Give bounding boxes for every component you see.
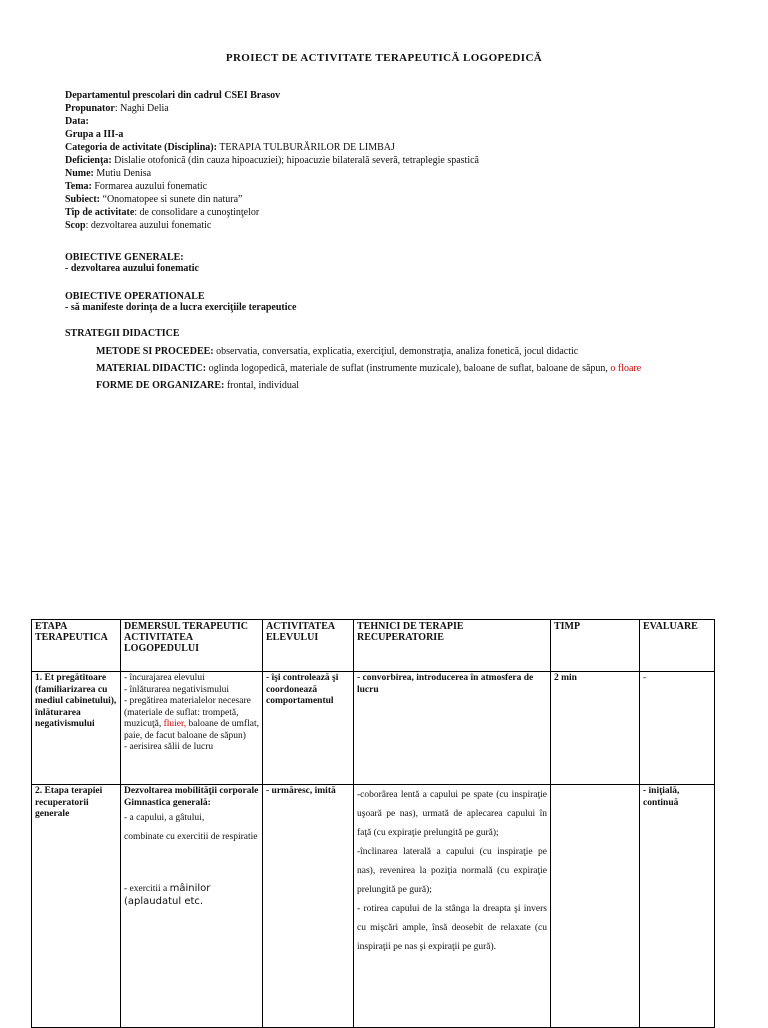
info-data: Data: <box>65 116 89 127</box>
cell-timp <box>551 785 640 1028</box>
table-header-row <box>32 620 715 672</box>
strategies-section <box>65 328 745 397</box>
table-row <box>32 785 715 1028</box>
cell-evaluare: - iniţială, continuă <box>640 785 715 1028</box>
objectives-general-text: - dezvoltarea auzului fonematic <box>65 263 199 274</box>
header-activitatea: ACTIVITATEA ELEVULUI <box>263 620 354 672</box>
methods-line: METODE SI PROCEDEE: observatia, conversatia, explicatia, exerciţiul, demonstraţia, analiza fonetică, jocul didactic <box>96 346 579 357</box>
cell-tehnici: - convorbirea, introducerea în atmosfera de lucru <box>354 672 551 785</box>
cell-demers: Dezvoltarea mobilităţii corporale Gimnastica generală: - a capului, a gâtului, combinate cu exercitii de respiratie - exercitii a mâinilor (aplaudatul etc. <box>121 785 263 1028</box>
objectives-general <box>65 252 199 274</box>
objectives-operational-text: - să manifeste dorinţa de a lucra exerciţiile terapeutice <box>65 302 297 313</box>
cell-etapa: 1. Et pregătitoare (familiarizarea cu mediul cabinetului), înlăturarea negativismului <box>32 672 121 785</box>
strategies-heading: STRATEGII DIDACTICE <box>65 328 180 339</box>
info-department: Departamentul prescolari din cadrul CSEI Brasov <box>65 90 281 101</box>
header-etapa: ETAPA TERAPEUTICA <box>32 620 121 672</box>
info-nume: Nume: Mutiu Denisa <box>65 168 152 179</box>
objectives-operational <box>65 291 296 313</box>
info-subiect: Subiect: “Onomatopee si sunete din natura” <box>65 194 243 205</box>
info-categoria: Categoria de activitate (Disciplina): TERAPIA TULBURĂRILOR DE LIMBAJ <box>65 142 395 153</box>
info-propunator: Propunator: Naghi Delia <box>65 103 169 114</box>
cell-timp: 2 min <box>551 672 640 785</box>
cell-tehnici: -coborârea lentă a capului pe spate (cu inspiraţie uşoară pe nas), urmată de aplecarea capului în faţă (cu expiraţie prelungită pe gură); -înclinarea laterală a capului (cu inspiraţie pe nas), revenirea la poziţia normală (cu expiraţie prelungită pe gură); - rotirea capului de la stânga la dreapta şi invers cu mişcări ample, însă deosebit de relaxate (cu inspiraţii pe nas şi expiraţii pe gură). <box>354 785 551 1028</box>
cell-evaluare: - <box>640 672 715 785</box>
cell-etapa: 2. Etapa terapiei recuperatorii generale <box>32 785 121 1028</box>
cell-elev: - urmăresc, imită <box>263 785 354 1028</box>
info-tema: Tema: Formarea auzului fonematic <box>65 181 208 192</box>
header-evaluare: EVALUARE <box>640 620 715 672</box>
header-demers: DEMERSUL TERAPEUTIC ACTIVITATEA LOGOPEDULUI <box>121 620 263 672</box>
header-tehnici: TEHNICI DE TERAPIE RECUPERATORIE <box>354 620 551 672</box>
info-tip: Tip de activitate: de consolidare a cunoştinţelor <box>65 207 260 218</box>
info-block <box>65 89 715 232</box>
cell-demers: - încurajarea elevului - înlăturarea negativismului - pregătirea materialelor necesare (materiale de suflat: trompetă, muzicuţă, fluier, baloane de umflat, paie, de facut baloane de săpun) - aerisirea sălii de lucru <box>121 672 263 785</box>
table-row <box>32 672 715 785</box>
header-timp: TIMP <box>551 620 640 672</box>
objectives-operational-heading: OBIECTIVE OPERATIONALE <box>65 291 205 302</box>
cell-elev: - îşi controlează şi coordonează comportamentul <box>263 672 354 785</box>
therapy-table <box>31 619 715 1028</box>
objectives-general-heading: OBIECTIVE GENERALE: <box>65 252 184 263</box>
info-deficienta: Deficienţa: Dislalie otofonică (din cauza hipoacuziei); hipoacuzie bilaterală severă, tetraplegie spastică <box>65 155 479 166</box>
organization-line: FORME DE ORGANIZARE: frontal, individual <box>96 380 300 391</box>
info-grupa: Grupa a III-a <box>65 129 124 140</box>
info-scop: Scop: dezvoltarea auzului fonematic <box>65 220 212 231</box>
page-title: PROIECT DE ACTIVITATE TERAPEUTICĂ LOGOPEDICĂ <box>225 52 543 64</box>
material-line: MATERIAL DIDACTIC: oglinda logopedică, materiale de suflat (instrumente muzicale), baloane de suflat, baloane de săpun, o floare <box>96 363 642 374</box>
